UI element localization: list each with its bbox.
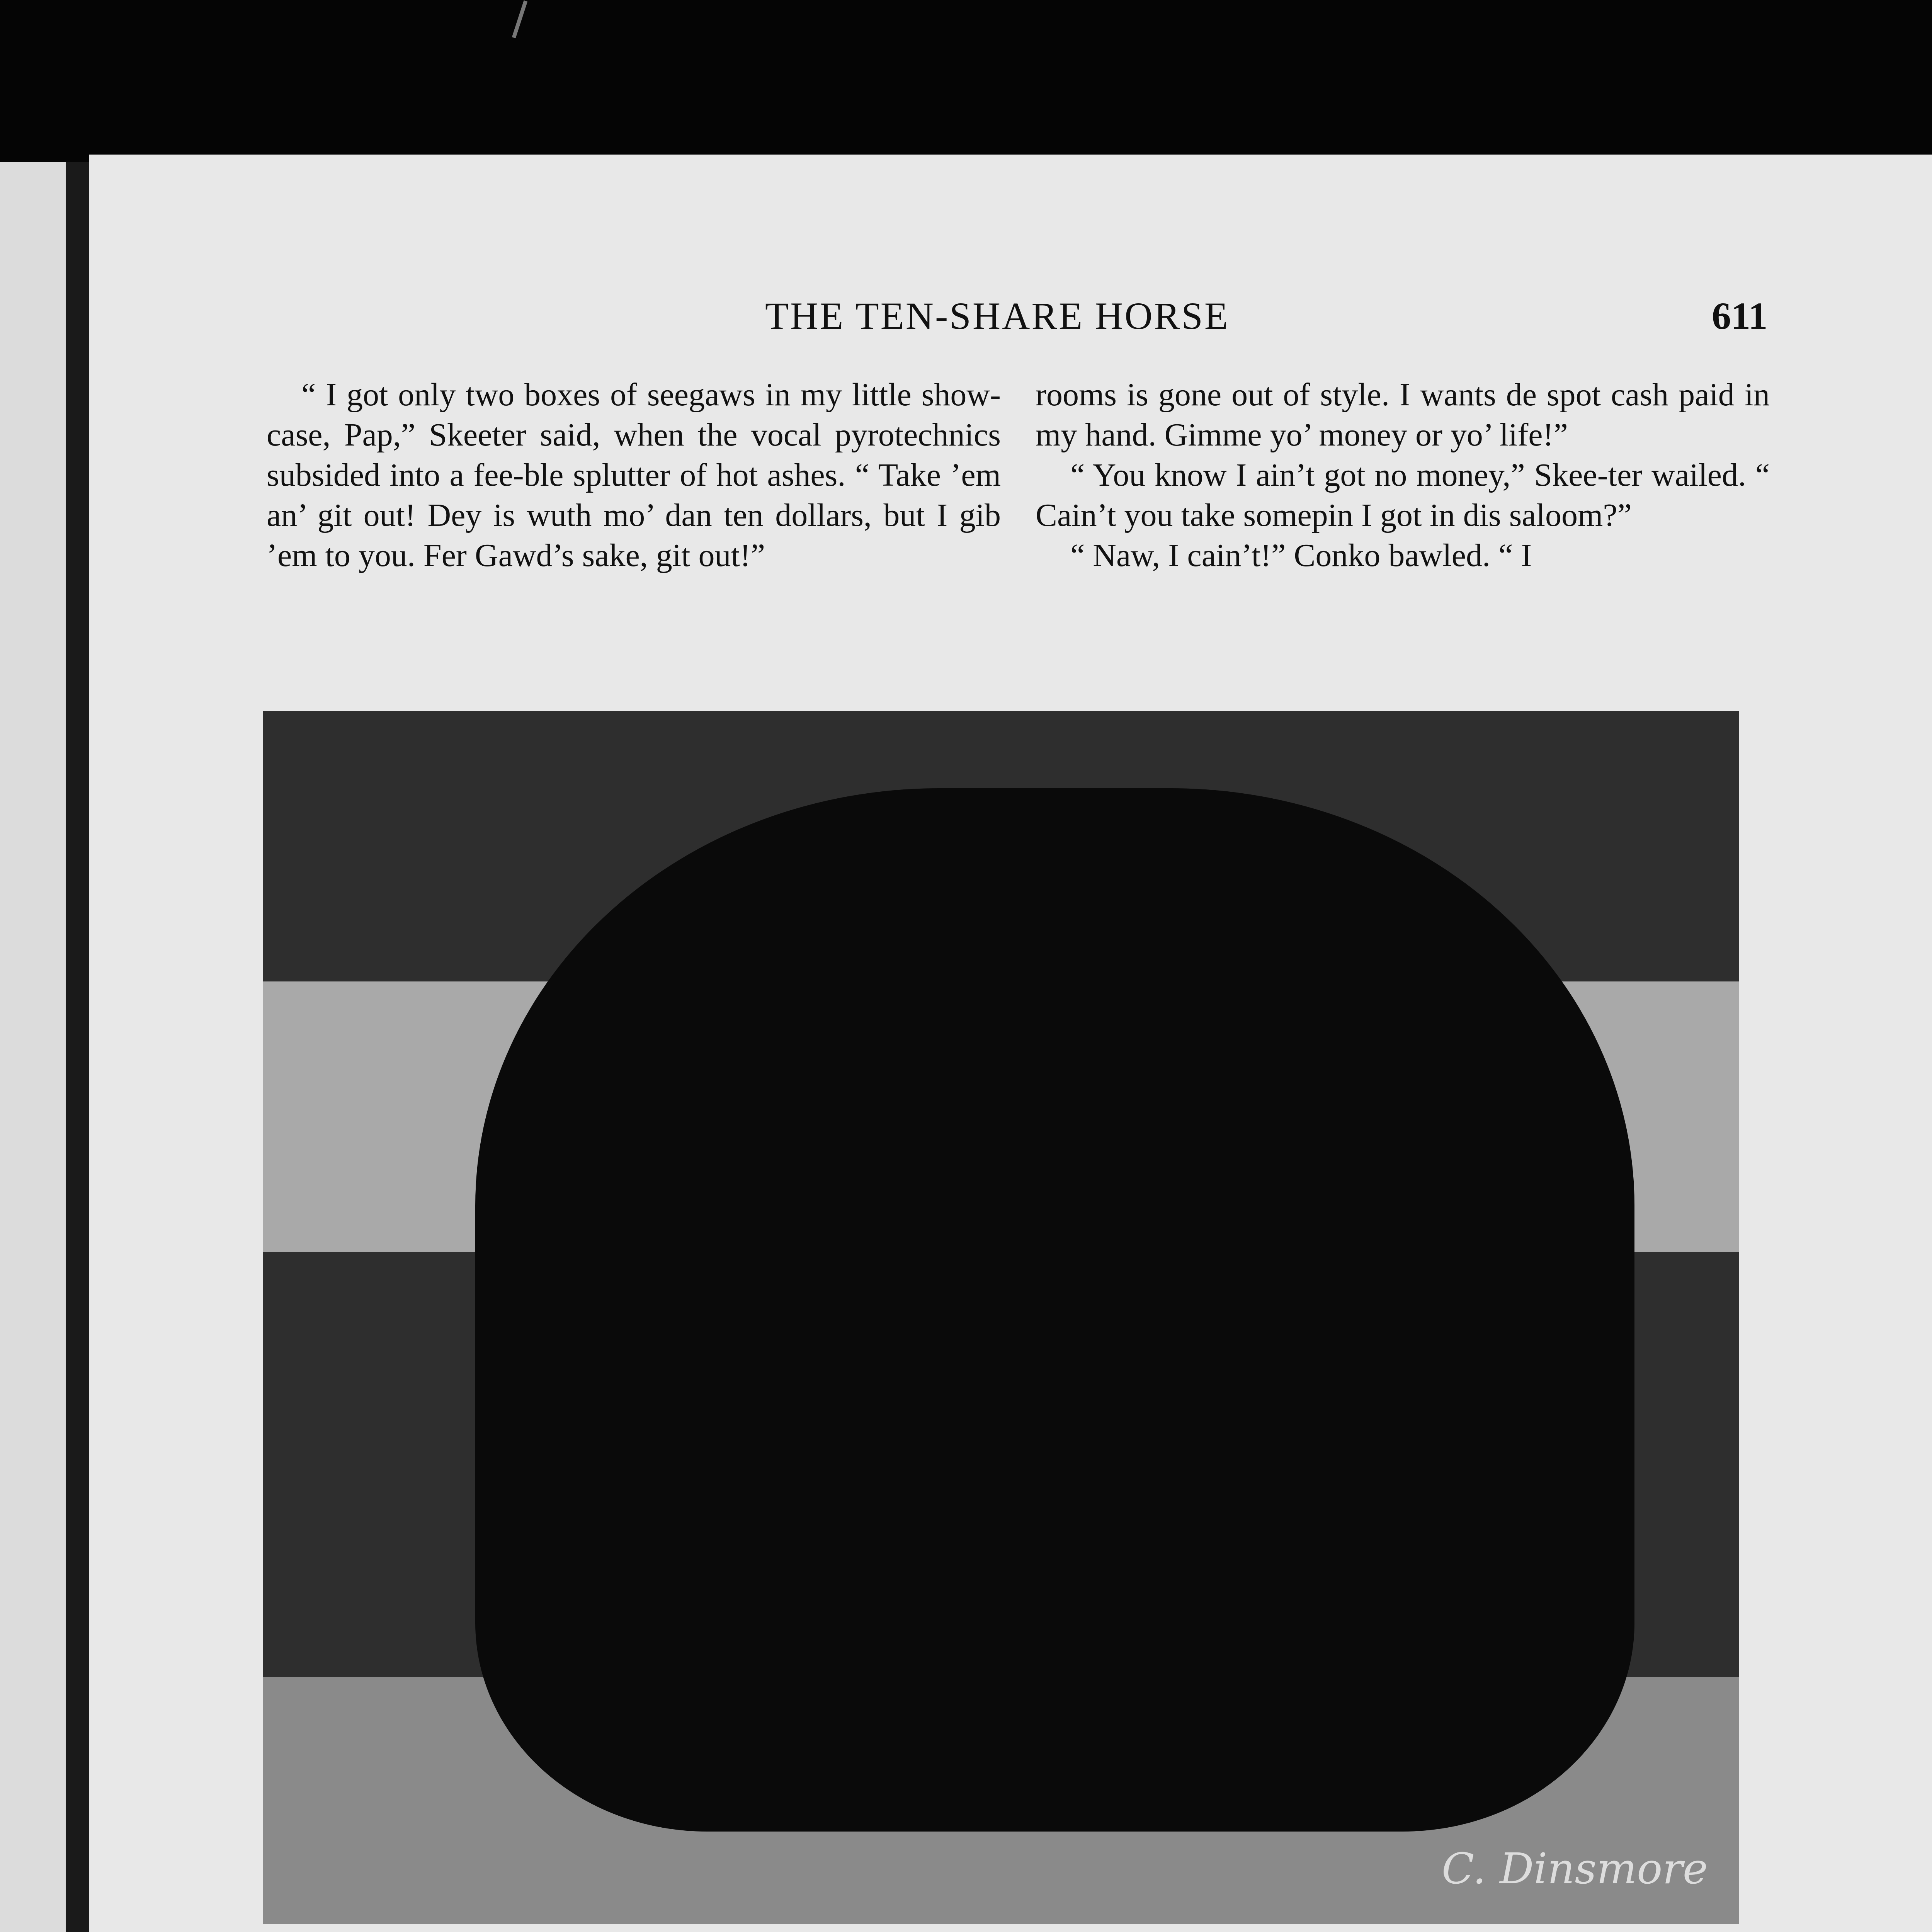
paragraph: rooms is gone out of style. I wants de spot cash paid in my hand. Gimme yo’ money or yo’ life!” (1036, 377, 1770, 453)
scan-smudge (512, 0, 527, 38)
group-of-men (475, 788, 1634, 1832)
paragraph: “ Naw, I cain’t!” Conko bawled. “ I (1070, 537, 1532, 573)
page-number: 611 (1712, 294, 1768, 337)
top-right-column (1036, 375, 1770, 576)
top-left-column (267, 375, 1001, 576)
running-title: THE TEN-SHARE HORSE (765, 294, 1230, 337)
artist-signature: C. Dinsmore (1441, 1844, 1708, 1893)
illustration (263, 711, 1739, 1924)
paragraph: “ You know I ain’t got no money,” Skee-ter wailed. “ Cain’t you take somepin I got in dis saloom?” (1036, 457, 1770, 533)
book-spine (66, 162, 89, 1932)
paragraph: “ I got only two boxes of seegaws in my little show-case, Pap,” Skeeter said, when the vocal pyrotechnics subsided into a fee-ble splutter of hot ashes. “ Take ’em an’ git out! Dey is wuth mo’ dan ten dollars, but I gib ’em to you. Fer Gawd’s sake, git out!” (267, 377, 1001, 573)
